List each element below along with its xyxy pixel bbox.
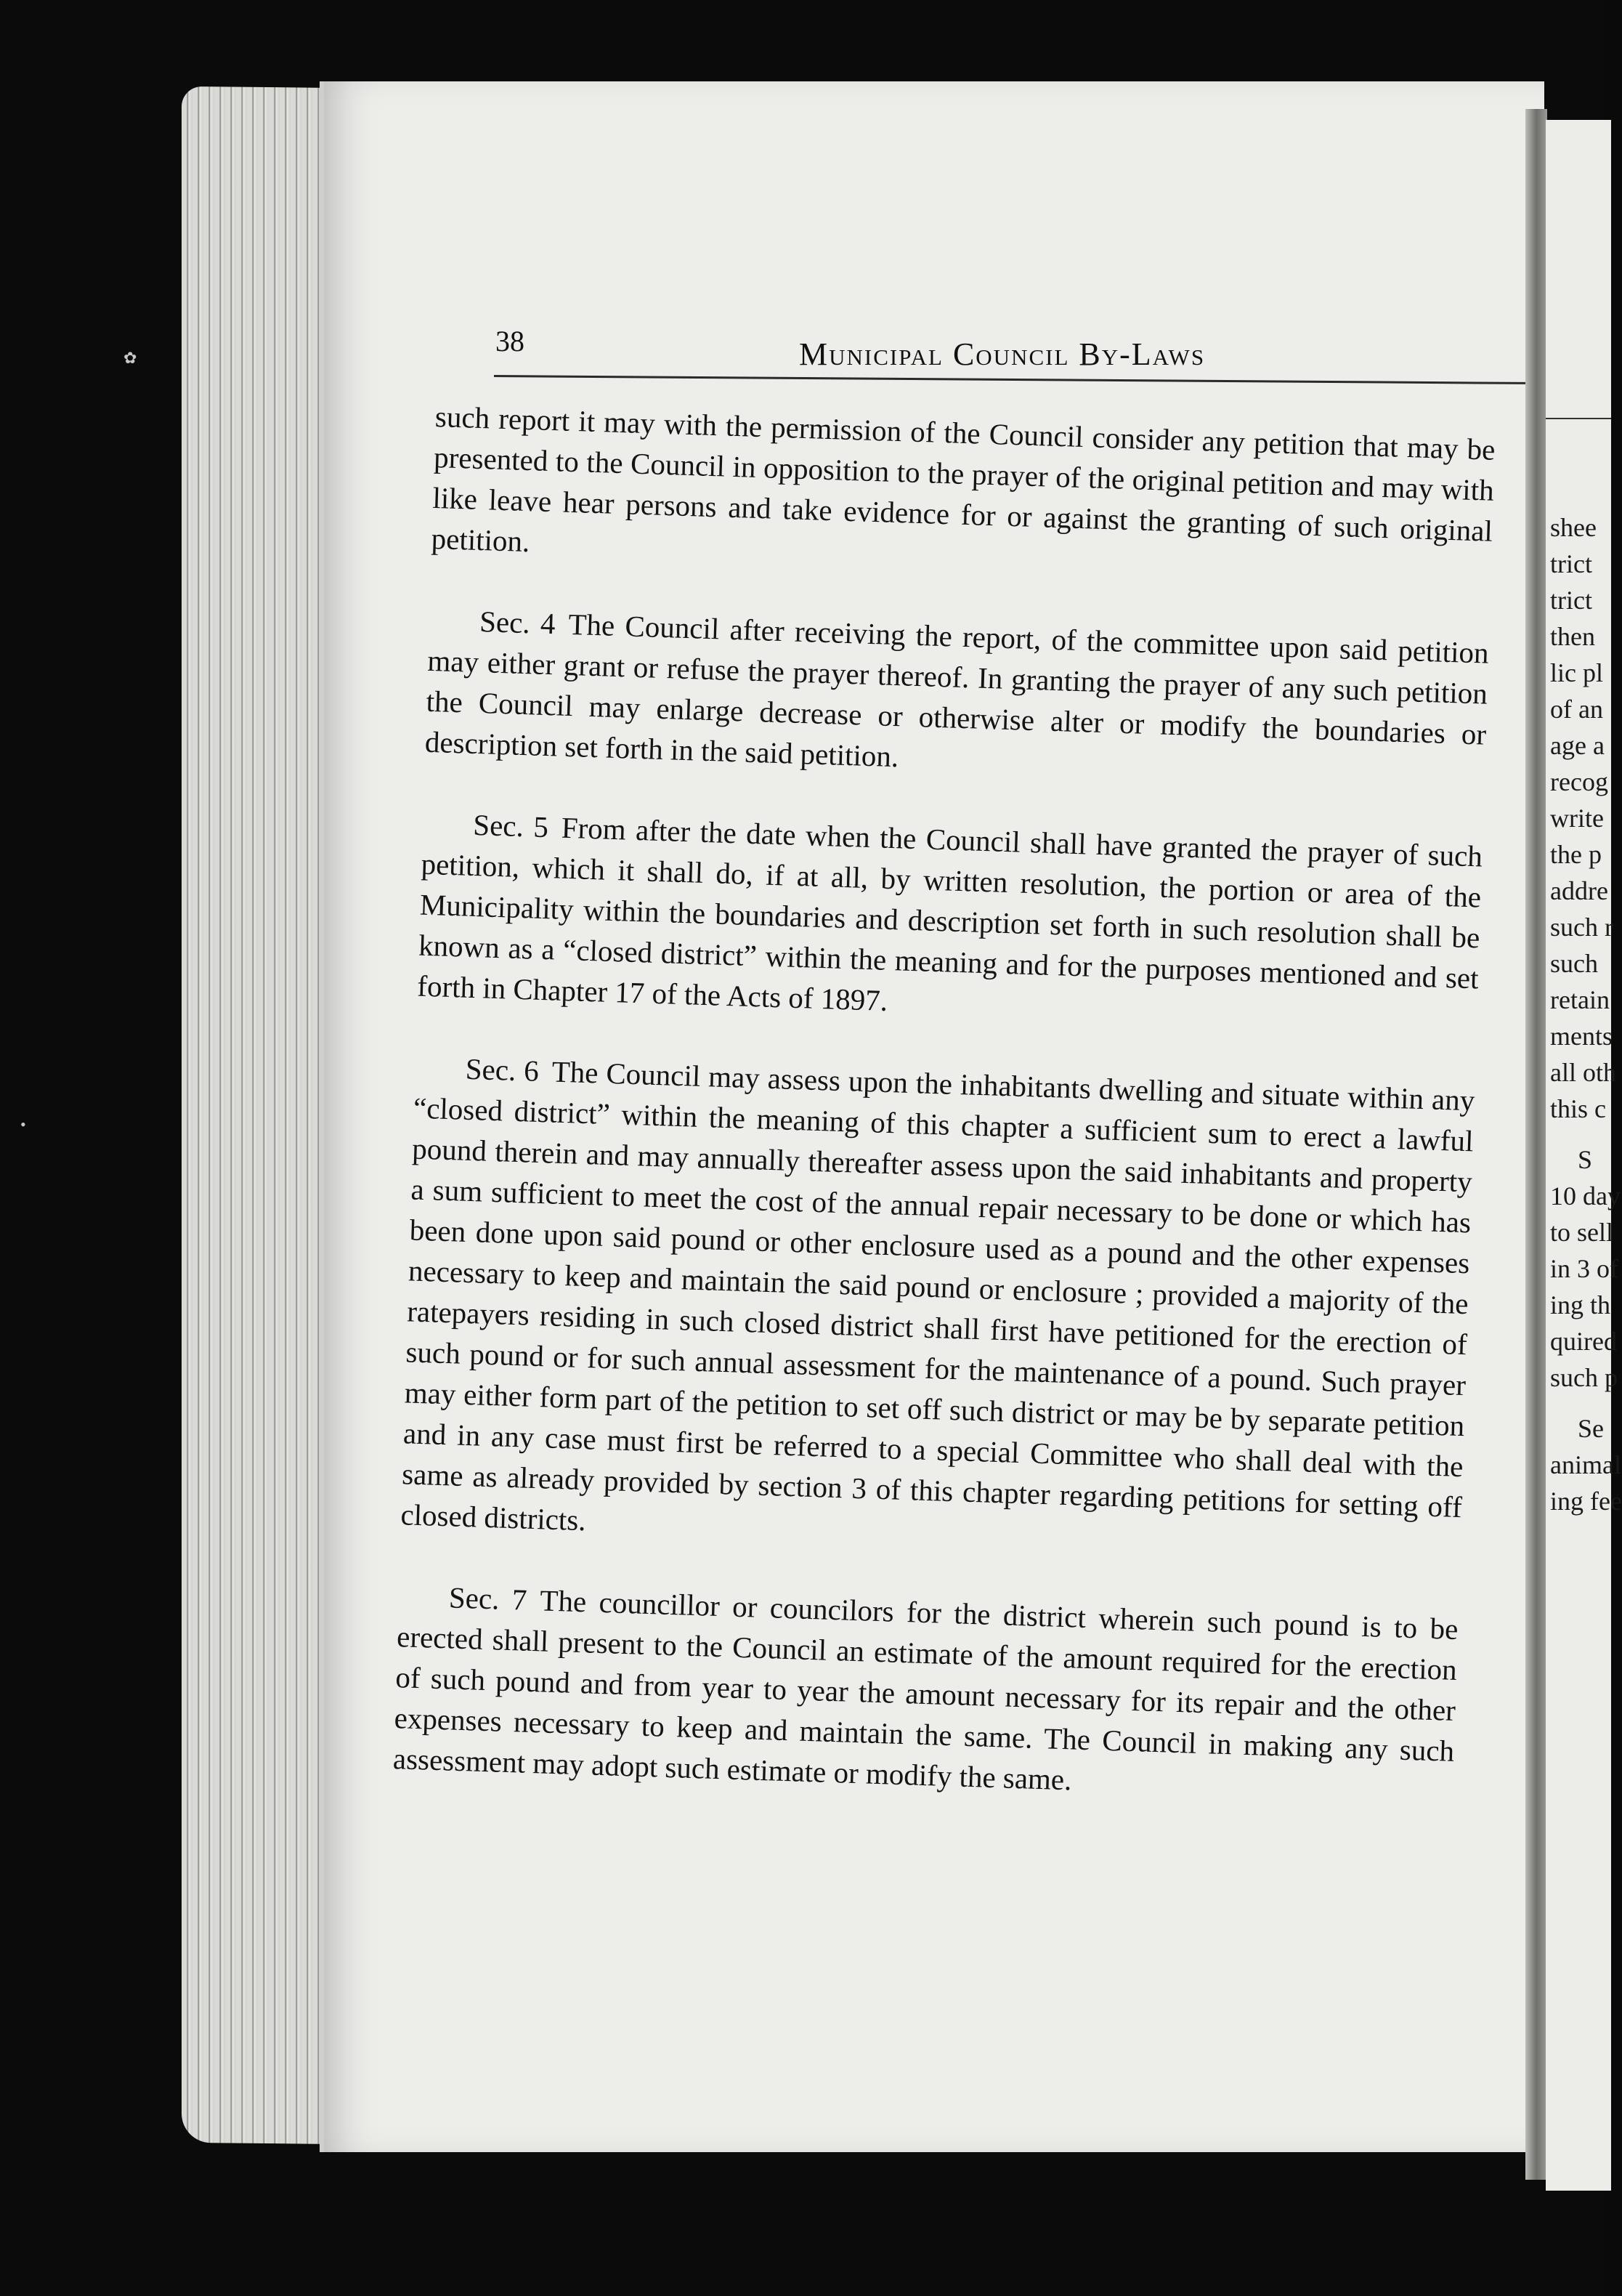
facing-line: retain <box>1550 985 1610 1014</box>
section-4 <box>424 599 1489 796</box>
facing-line: Se <box>1578 1414 1604 1443</box>
facing-line: addre <box>1550 876 1608 905</box>
paragraph-continuation <box>431 396 1496 592</box>
facing-line: to sell <box>1550 1218 1613 1247</box>
section-label: Sec. 5 <box>472 807 549 844</box>
paragraph-text: The Council may assess upon the inhabitants dwelling and situate within any “closed district” within the meaning of this chapter a sufficient sum to erect a lawful pound therein and may annually thereafter assess upon the said inhabitants and property a sum sufficient to meet the cost of the annual repair necessary to be done or which has been done upon said pound or other enclosure used as a pound and the other expenses necessary to keep and maintain the said pound or enclosure ; provided a majority of the ratepayers residing in such closed district shall first have petitioned for the erection of such pound or for such annual assessment for the maintenance of a pound. Such prayer may either form part of the petition to set off such district or may be by separate petition and in any case must first be referred to a special Committee who shall deal with the same as already provided by section 3 of this chapter regarding petitions for setting off closed districts. <box>400 1054 1475 1537</box>
scan-speck: ✿ <box>123 349 137 367</box>
facing-line: recog <box>1550 767 1608 796</box>
facing-line: age a <box>1550 731 1605 760</box>
paragraph-text: such report it may with the permission of the Council consider any petition that may be presented to the Council in opposition to the prayer of the original petition and may with like leave hear persons and take evidence for or against the granting of such original petition. <box>431 399 1496 559</box>
section-6 <box>400 1047 1475 1569</box>
running-head: Municipal Council By-Laws <box>799 336 1206 372</box>
section-5 <box>417 803 1483 1040</box>
scan-speck: • <box>20 1115 26 1133</box>
facing-line: trict <box>1550 586 1592 615</box>
paragraph-text: The Council after receiving the report, of the committee upon said petition may either grant or refuse the prayer thereof. In granting the prayer of any such petition the Council may enlarge decrease or otherwise alter or modify the boundaries or description set forth in the said petition. <box>424 607 1490 774</box>
facing-line: S <box>1578 1145 1593 1174</box>
section-label: Sec. 4 <box>479 605 556 641</box>
facing-line: this c <box>1550 1094 1606 1123</box>
section-label: Sec. 6 <box>465 1051 540 1088</box>
facing-line: shee <box>1550 513 1597 542</box>
page-number: 38 <box>495 325 524 357</box>
facing-page-fragment <box>1546 120 1622 2191</box>
facing-line: write <box>1550 804 1604 833</box>
facing-line: all oth <box>1550 1058 1616 1087</box>
paragraph-text: From after the date when the Council shall have granted the prayer of such petition, which it shall do, if at all, by written resolution, the portion or area of the Municipality within the boundaries and description set forth in such resolution shall be known as a “closed district” within the meaning and for the purposes mentioned and set forth in Chapter 17 of the Acts of 1897. <box>416 810 1483 1017</box>
facing-line: the p <box>1550 840 1602 869</box>
facing-page-rule <box>1546 418 1611 419</box>
section-label: Sec. 7 <box>448 1580 528 1617</box>
facing-line: then <box>1550 622 1595 651</box>
facing-line: ing fee <box>1550 1487 1622 1516</box>
facing-line: such p <box>1550 1363 1618 1392</box>
facing-line: ments <box>1550 1022 1613 1051</box>
facing-line: such r <box>1550 913 1613 942</box>
body-text <box>391 396 1496 1853</box>
facing-line: lic pl <box>1550 658 1603 687</box>
paragraph-text: The councillor or councilors for the district wherein such pound is to be erected shall present to the Council an estimate of the amount required for the erection of such pound and from year to year the amount necessary for its repair and the other expenses necessary to keep and maintain the same. The Council in making any such assessment may adopt such estimate or modify the same. <box>392 1583 1459 1797</box>
facing-line: animal <box>1550 1450 1621 1479</box>
facing-line: of an <box>1550 695 1603 724</box>
facing-line: 10 day <box>1550 1181 1621 1210</box>
facing-line: trict <box>1550 549 1592 578</box>
facing-line: ing th <box>1550 1290 1611 1319</box>
facing-line: quired <box>1550 1327 1617 1356</box>
section-7 <box>392 1575 1459 1812</box>
book-gutter <box>1525 109 1547 2180</box>
facing-line: such <box>1550 949 1598 978</box>
facing-line: in 3 of <box>1550 1254 1618 1283</box>
